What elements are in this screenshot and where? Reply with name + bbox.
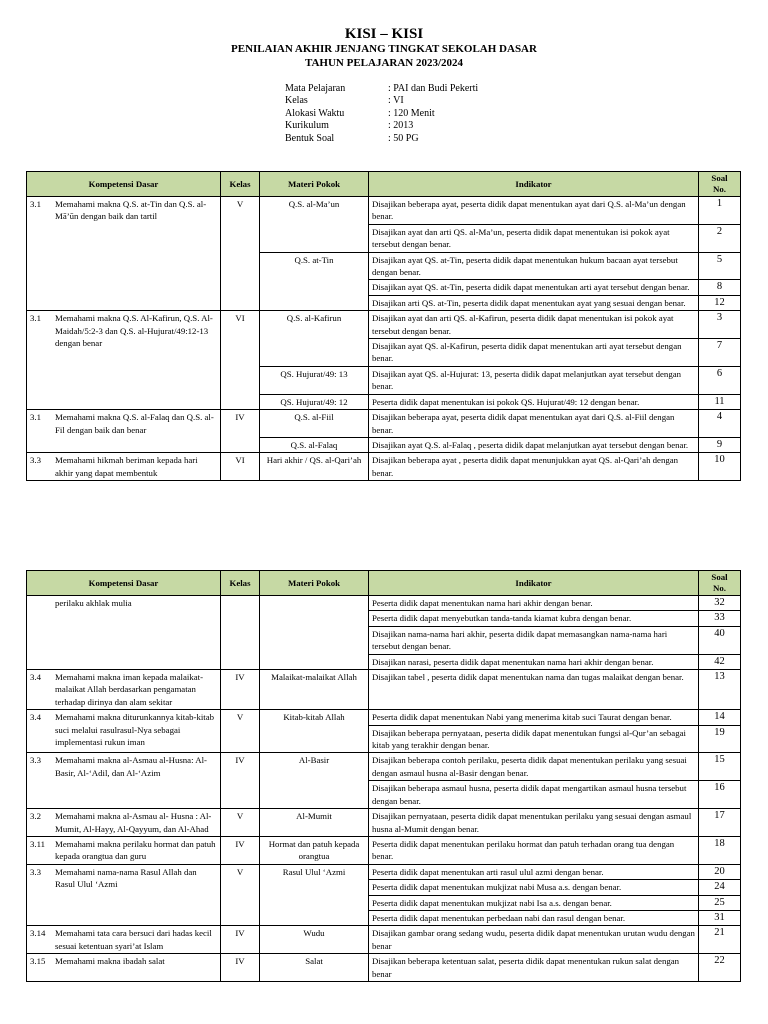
materi-cell: Rasul Ulul ‘Azmi (260, 864, 369, 926)
kd-cell (27, 954, 221, 982)
col-header-soal-line2: No. (713, 583, 726, 593)
document-subtitle: PENILAIAN AKHIR JENJANG TINGKAT SEKOLAH DASAR (231, 43, 537, 55)
kd-wrap (30, 411, 217, 436)
indikator-cell: Disajikan beberapa asmaul husna, peserta didik dapat mengartikan asmaul husna tersebut dengan benar. (369, 781, 699, 809)
materi-cell: QS. Hujurat/49: 12 (260, 394, 369, 409)
soal-number-cell: 11 (699, 394, 741, 409)
grid-table-page-1 (26, 171, 741, 481)
kd-wrap (30, 671, 217, 708)
meta-label: Kelas (285, 95, 308, 107)
soal-number-cell: 12 (699, 295, 741, 310)
kd-number: 3.1 (30, 313, 41, 324)
materi-cell: Al-Mumit (260, 809, 369, 837)
kd-text: Memahami makna al-Asmau al- Husna : Al-Mumit, Al-Hayy, Al-Qayyum, dan Al-Ahad (55, 811, 212, 834)
meta-label: Mata Pelajaran (285, 83, 346, 94)
soal-number-cell: 3 (699, 311, 741, 339)
indikator-cell: Peserta didik dapat menentukan mukjizat nabi Isa a.s. dengan benar. (369, 895, 699, 910)
kd-wrap (30, 866, 217, 891)
col-header-kelas: Kelas (221, 571, 260, 596)
soal-number-cell: 17 (699, 809, 741, 837)
table-row (27, 596, 741, 611)
soal-number-cell: 24 (699, 880, 741, 895)
meta-row-class (285, 95, 478, 107)
kd-number: 3.3 (30, 755, 41, 766)
school-year: TAHUN PELAJARAN 2023/2024 (304, 57, 464, 69)
kd-cell (27, 453, 221, 481)
materi-cell: Q.S. al-Falaq (260, 437, 369, 452)
meta-value: : PAI dan Budi Pekerti (388, 83, 479, 94)
kd-cell (27, 864, 221, 926)
materi-cell: Q.S. at-Tin (260, 252, 369, 311)
kd-cell (27, 410, 221, 453)
kd-text: Memahami makna Q.S. Al-Kafirun, Q.S. Al-Maidah/5:2-3 dan Q.S. al-Hujurat/49:12-13 dengan benar (55, 313, 213, 349)
kd-text: Memahami hikmah beriman kepada hari akhir yang dapat membentuk (55, 455, 198, 478)
kd-text: Memahami makna diturunkannya kitab-kitab suci melalui rasulrasul-Nya sebagai implementasi rukun iman (55, 712, 215, 748)
col-header-kd: Kompetensi Dasar (27, 571, 221, 596)
col-header-soal-line1: Soal (711, 173, 728, 183)
kd-number: 3.3 (30, 455, 41, 466)
soal-number-cell: 6 (699, 366, 741, 394)
table-row (27, 926, 741, 954)
kd-text: Memahami makna al-Asmau al-Husna: Al-Basir, Al-‘Adil, dan Al-‘Azim (55, 755, 207, 778)
kd-wrap (30, 927, 217, 952)
kd-wrap (30, 838, 217, 863)
soal-number-cell: 25 (699, 895, 741, 910)
meta-row-question-type (285, 133, 478, 145)
kelas-cell: IV (221, 926, 260, 954)
table-header-row (27, 172, 741, 197)
table-row (27, 197, 741, 225)
kd-wrap (30, 810, 217, 835)
table-row (27, 410, 741, 438)
kelas-cell: IV (221, 753, 260, 809)
kd-cell (27, 311, 221, 410)
indikator-cell: Disajikan beberapa pernyataan, peserta didik dapat menentukan fungsi al-Qur’an sebagai kitab yang terakhir dengan benar. (369, 725, 699, 753)
kelas-cell: VI (221, 453, 260, 481)
soal-number-cell: 1 (699, 197, 741, 225)
soal-number-cell: 7 (699, 339, 741, 367)
kd-text: perilaku akhlak mulia (55, 598, 132, 608)
indikator-cell: Disajikan beberapa ayat, peserta didik dapat menentukan ayat dari Q.S. al-Fiil dengan benar. (369, 410, 699, 438)
meta-value: : 50 PG (388, 132, 419, 144)
kd-text: Memahami makna perilaku hormat dan patuh kepada orangtua dan guru (55, 838, 216, 862)
table-body-2 (27, 596, 741, 982)
col-header-indikator: Indikator (369, 571, 699, 596)
materi-cell: Hari akhir / QS. al-Qari’ah (260, 453, 369, 481)
soal-number-cell: 4 (699, 410, 741, 438)
materi-cell: Wudu (260, 926, 369, 954)
table-row (27, 864, 741, 879)
col-header-materi: Materi Pokok (260, 571, 369, 596)
kd-cell (27, 710, 221, 753)
kd-cell (27, 926, 221, 954)
indikator-cell: Disajikan ayat dan arti QS. al-Kafirun, peserta didik dapat menentukan isi pokok ayat tersebut dengan benar. (369, 311, 699, 339)
soal-number-cell: 14 (699, 710, 741, 725)
kelas-cell: IV (221, 410, 260, 453)
kd-number: 3.4 (30, 712, 41, 723)
materi-cell: Q.S. al-Kafirun (260, 311, 369, 367)
col-header-soal (699, 172, 741, 197)
col-header-indikator: Indikator (369, 172, 699, 197)
indikator-cell: Peserta didik dapat menyebutkan tanda-tanda kiamat kubra dengan benar. (369, 611, 699, 626)
subject-info (285, 83, 478, 145)
table-body-1 (27, 197, 741, 481)
kd-wrap (30, 597, 217, 609)
indikator-cell: Disajikan beberapa ayat, peserta didik dapat menentukan ayat dari Q.S. al-Ma’un dengan benar. (369, 197, 699, 225)
kd-number: 3.11 (30, 838, 46, 849)
meta-label: Bentuk Soal (285, 132, 335, 144)
indikator-cell: Disajikan ayat QS. at-Tin, peserta didik dapat menentukan hukum bacaan ayat tersebut dengan benar. (369, 252, 699, 280)
table-row (27, 836, 741, 864)
indikator-cell: Disajikan ayat dan arti QS. al-Ma’un, peserta didik dapat menentukan isi pokok ayat tersebut dengan benar. (369, 224, 699, 252)
kd-cell (27, 753, 221, 809)
meta-value: : 2013 (388, 120, 414, 132)
col-header-kd: Kompetensi Dasar (27, 172, 221, 197)
table-row (27, 670, 741, 710)
soal-number-cell: 19 (699, 725, 741, 753)
kd-number: 3.2 (30, 811, 41, 822)
soal-number-cell: 21 (699, 926, 741, 954)
col-header-materi: Materi Pokok (260, 172, 369, 197)
meta-value: : VI (388, 95, 404, 107)
meta-label: Alokasi Waktu (285, 107, 345, 119)
soal-number-cell: 16 (699, 781, 741, 809)
kd-number: 3.1 (30, 199, 41, 209)
document-title: KISI – KISI (344, 26, 424, 42)
kd-text: Memahami nama-nama Rasul Allah dan Rasul Ulul ‘Azmi (55, 866, 197, 890)
table-row (27, 809, 741, 837)
soal-number-cell: 10 (699, 453, 741, 481)
kelas-cell: IV (221, 836, 260, 864)
soal-number-cell: 5 (699, 252, 741, 280)
kd-wrap (30, 198, 217, 223)
kd-cell (27, 197, 221, 311)
table-row (27, 453, 741, 481)
soal-number-cell: 15 (699, 753, 741, 781)
kd-wrap (30, 312, 217, 349)
soal-number-cell: 40 (699, 626, 741, 654)
indikator-cell: Disajikan tabel , peserta didik dapat menentukan nama dan tugas malaikat dengan benar. (369, 670, 699, 710)
kelas-cell: V (221, 197, 260, 311)
materi-cell: Salat (260, 954, 369, 982)
kd-number: 3.1 (30, 412, 41, 423)
soal-number-cell: 8 (699, 280, 741, 295)
meta-label: Kurikulum (285, 120, 329, 132)
soal-number-cell: 33 (699, 611, 741, 626)
table-row (27, 311, 741, 339)
kd-wrap (30, 754, 217, 779)
kd-number: 3.15 (30, 956, 46, 967)
kd-cell (27, 836, 221, 864)
indikator-cell: Disajikan ayat Q.S. al-Falaq , peserta didik dapat melanjutkan ayat tersebut dengan benar. (369, 437, 699, 452)
kd-text: Memahami makna ibadah salat (55, 956, 165, 967)
kd-text: Memahami makna iman kepada malaikat-malaikat Allah berdasarkan pengamatan terhadap dirinya dan alam sekitar (55, 672, 204, 707)
soal-number-cell: 9 (699, 437, 741, 452)
kd-number: 3.4 (30, 672, 41, 683)
indikator-cell: Disajikan beberapa contoh perilaku, peserta didik dapat menentukan perilaku yang sesuai dengan asmaul husna al-Basir dengan benar. (369, 753, 699, 781)
meta-value: : 120 Menit (388, 107, 435, 119)
indikator-cell: Disajikan nama-nama hari akhir, peserta didik dapat memasangkan nama-nama hari tersebut dengan benar. (369, 626, 699, 654)
indikator-cell: Disajikan arti QS. at-Tin, peserta didik dapat menentukan ayat yang sesuai dengan benar. (369, 295, 699, 310)
indikator-cell: Disajikan narasi, peserta didik dapat menentukan nama hari akhir dengan benar. (369, 654, 699, 669)
col-header-soal-line2: No. (713, 184, 726, 194)
indikator-cell: Disajikan ayat QS. at-Tin, peserta didik dapat menentukan arti ayat tersebut dengan benar. (369, 280, 699, 295)
table-row (27, 753, 741, 781)
indikator-cell: Peserta didik dapat menentukan perilaku hormat dan patuh terhadan orang tua dengan benar. (369, 836, 699, 864)
soal-number-cell: 22 (699, 954, 741, 982)
kelas-cell: V (221, 809, 260, 837)
kd-text: Memahami makna Q.S. at-Tin dan Q.S. al-Mā’ūn dengan baik dan tartil (55, 199, 207, 222)
materi-cell: Hormat dan patuh kepada orangtua (260, 836, 369, 864)
table-row (27, 710, 741, 725)
grid-table-page-2 (26, 570, 741, 982)
kd-text: Memahami makna Q.S. al-Falaq dan Q.S. al-Fil dengan baik dan benar (55, 412, 214, 435)
col-header-soal (699, 571, 741, 596)
kelas-cell: IV (221, 670, 260, 710)
table-header-row (27, 571, 741, 596)
indikator-cell: Disajikan gambar orang sedang wudu, peserta didik dapat menentukan urutan wudu dengan benar (369, 926, 699, 954)
kd-number: 3.14 (30, 928, 46, 939)
col-header-soal-line1: Soal (711, 572, 728, 582)
kd-wrap (30, 711, 217, 748)
kelas-cell (221, 596, 260, 670)
meta-row-time (285, 108, 478, 120)
kd-cell (27, 596, 221, 670)
kelas-cell: VI (221, 311, 260, 410)
col-header-kelas: Kelas (221, 172, 260, 197)
indikator-cell: Peserta didik dapat menentukan perbedaan nabi dan rasul dengan benar. (369, 910, 699, 925)
indikator-cell: Peserta didik dapat menentukan Nabi yang menerima kitab suci Taurat dengan benar. (369, 710, 699, 725)
soal-number-cell: 2 (699, 224, 741, 252)
kelas-cell: V (221, 864, 260, 926)
soal-number-cell: 32 (699, 596, 741, 611)
indikator-cell: Disajikan beberapa ayat , peserta didik dapat menunjukkan ayat QS. al-Qari’ah dengan benar. (369, 453, 699, 481)
indikator-cell: Disajikan ayat QS. al-Hujurat: 13, peserta didik dapat melanjutkan ayat tersebut dengan benar. (369, 366, 699, 394)
indikator-cell: Peserta didik dapat menentukan isi pokok QS. Hujurat/49: 12 dengan benar. (369, 394, 699, 409)
materi-cell: Q.S. al-Ma’un (260, 197, 369, 253)
materi-cell: Kitab-kitab Allah (260, 710, 369, 753)
kd-cell (27, 670, 221, 710)
kd-number: 3.3 (30, 866, 41, 877)
kd-number (30, 597, 55, 609)
materi-cell: QS. Hujurat/49: 13 (260, 366, 369, 394)
materi-cell: Q.S. al-Fiil (260, 410, 369, 438)
materi-cell (260, 596, 369, 670)
materi-cell: Malaikat-malaikat Allah (260, 670, 369, 710)
kd-wrap (30, 454, 217, 479)
materi-cell: Al-Basir (260, 753, 369, 809)
soal-number-cell: 42 (699, 654, 741, 669)
indikator-cell: Disajikan pernyataan, peserta didik dapat menentukan perilaku yang sesuai dengan asmaul husna al-Mumit dengan benar. (369, 809, 699, 837)
indikator-cell: Peserta didik dapat menentukan mukjizat nabi Musa a.s. dengan benar. (369, 880, 699, 895)
soal-number-cell: 31 (699, 910, 741, 925)
soal-number-cell: 18 (699, 836, 741, 864)
kd-cell (27, 809, 221, 837)
indikator-cell: Disajikan ayat QS. al-Kafirun, peserta didik dapat menentukan arti ayat tersebut dengan benar. (369, 339, 699, 367)
indikator-cell: Disajikan beberapa ketentuan salat, peserta didik dapat menentukan rukun salat dengan benar (369, 954, 699, 982)
indikator-cell: Peserta didik dapat menentukan arti rasul ulul azmi dengan benar. (369, 864, 699, 879)
indikator-cell: Peserta didik dapat menentukan nama hari akhir dengan benar. (369, 596, 699, 611)
kd-wrap (30, 955, 217, 967)
meta-row-curriculum (285, 120, 478, 132)
kelas-cell: IV (221, 954, 260, 982)
table-row (27, 954, 741, 982)
kelas-cell: V (221, 710, 260, 753)
meta-row-subject (285, 83, 478, 95)
soal-number-cell: 20 (699, 864, 741, 879)
kd-text: Memahami tata cara bersuci dari hadas kecil sesuai ketentuan syari’at Islam (55, 928, 212, 951)
soal-number-cell: 13 (699, 670, 741, 710)
